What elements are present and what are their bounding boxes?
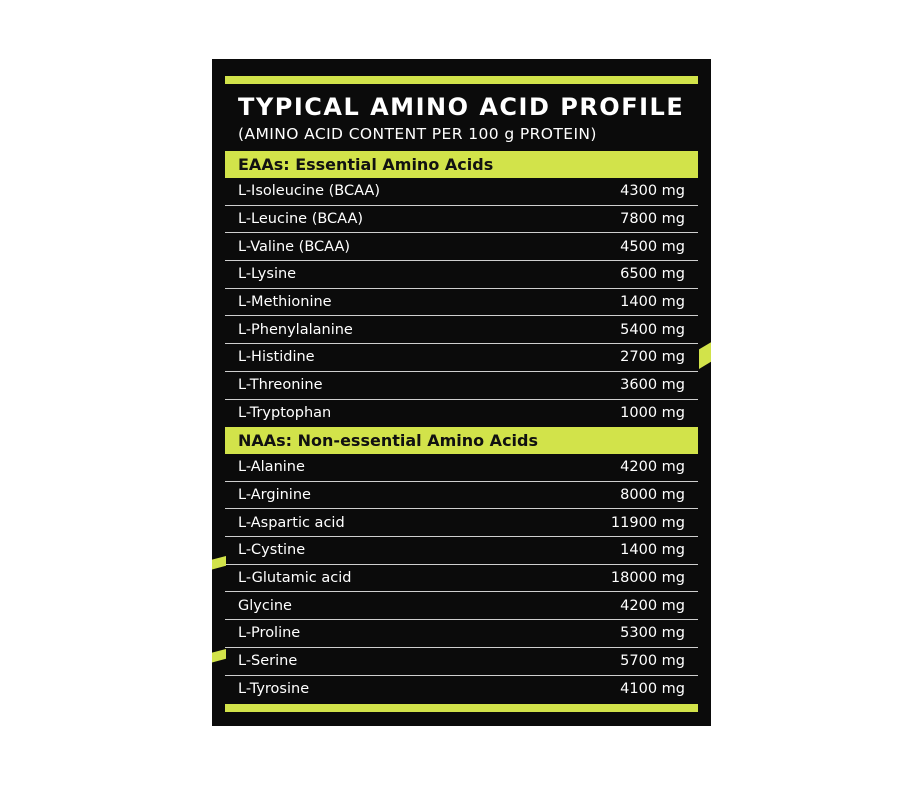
- amino-acid-amount: 4100 mg: [620, 681, 685, 698]
- decorative-accent-right: [699, 341, 711, 369]
- amino-acid-name: L-Histidine: [238, 349, 315, 366]
- amino-acid-name: L-Threonine: [238, 377, 323, 394]
- amino-acid-name: L-Isoleucine (BCAA): [238, 183, 380, 200]
- amino-acid-name: L-Glutamic acid: [238, 570, 352, 587]
- amino-acid-name: L-Phenylalanine: [238, 321, 353, 338]
- table-row: [225, 178, 698, 206]
- amino-acid-name: L-Alanine: [238, 459, 305, 476]
- table-row: [225, 537, 698, 565]
- panel-title: TYPICAL AMINO ACID PROFILE: [238, 93, 685, 121]
- amino-acid-amount: 18000 mg: [610, 570, 685, 587]
- top-accent-bar: [225, 76, 698, 84]
- decorative-accent-left-lower: [212, 649, 226, 663]
- naa-rows: [225, 454, 698, 703]
- table-row: [225, 400, 698, 428]
- amino-acid-name: L-Tyrosine: [238, 681, 310, 698]
- amino-acid-amount: 3600 mg: [620, 377, 685, 394]
- amino-acid-amount: 11900 mg: [610, 514, 685, 531]
- amino-acid-amount: 4200 mg: [620, 459, 685, 476]
- amino-acid-name: Glycine: [238, 597, 292, 614]
- table-row: [225, 509, 698, 537]
- table-row: [225, 592, 698, 620]
- section-heading-eaa: EAAs: Essential Amino Acids: [225, 151, 698, 178]
- table-row: [225, 233, 698, 261]
- amino-acid-amount: 5300 mg: [620, 625, 685, 642]
- amino-acid-name: L-Lysine: [238, 266, 297, 283]
- table-row: [225, 372, 698, 400]
- table-row: [225, 289, 698, 317]
- amino-acid-amount: 1000 mg: [620, 405, 685, 422]
- amino-acid-amount: 6500 mg: [620, 266, 685, 283]
- amino-acid-amount: 5700 mg: [620, 653, 685, 670]
- section-heading-naa: NAAs: Non-essential Amino Acids: [225, 427, 698, 454]
- amino-acid-name: L-Aspartic acid: [238, 514, 345, 531]
- amino-acid-amount: 4200 mg: [620, 597, 685, 614]
- table-row: [225, 565, 698, 593]
- amino-acid-amount: 1400 mg: [620, 294, 685, 311]
- decorative-accent-left-upper: [212, 556, 226, 570]
- amino-acid-amount: 4500 mg: [620, 238, 685, 255]
- amino-acid-name: L-Arginine: [238, 487, 311, 504]
- amino-acid-name: L-Leucine (BCAA): [238, 211, 364, 228]
- table-row: [225, 482, 698, 510]
- table-row: [225, 454, 698, 482]
- panel-subtitle: (AMINO ACID CONTENT PER 100 g PROTEIN): [238, 125, 597, 143]
- amino-acid-amount: 2700 mg: [620, 349, 685, 366]
- amino-acid-profile-panel: [212, 59, 711, 726]
- table-row: [225, 676, 698, 704]
- amino-acid-amount: 7800 mg: [620, 211, 685, 228]
- table-row: [225, 344, 698, 372]
- amino-acid-name: L-Serine: [238, 653, 298, 670]
- amino-acid-name: L-Cystine: [238, 542, 306, 559]
- amino-acid-amount: 4300 mg: [620, 183, 685, 200]
- amino-acid-amount: 8000 mg: [620, 487, 685, 504]
- eaa-rows: [225, 178, 698, 427]
- table-row: [225, 620, 698, 648]
- amino-acid-amount: 1400 mg: [620, 542, 685, 559]
- amino-acid-name: L-Tryptophan: [238, 405, 332, 422]
- table-row: [225, 206, 698, 234]
- amino-acid-name: L-Valine (BCAA): [238, 238, 351, 255]
- table-row: [225, 316, 698, 344]
- amino-acid-name: L-Proline: [238, 625, 301, 642]
- table-row: [225, 261, 698, 289]
- amino-acid-amount: 5400 mg: [620, 321, 685, 338]
- table-row: [225, 648, 698, 676]
- bottom-accent-bar: [225, 704, 698, 712]
- amino-acid-name: L-Methionine: [238, 294, 332, 311]
